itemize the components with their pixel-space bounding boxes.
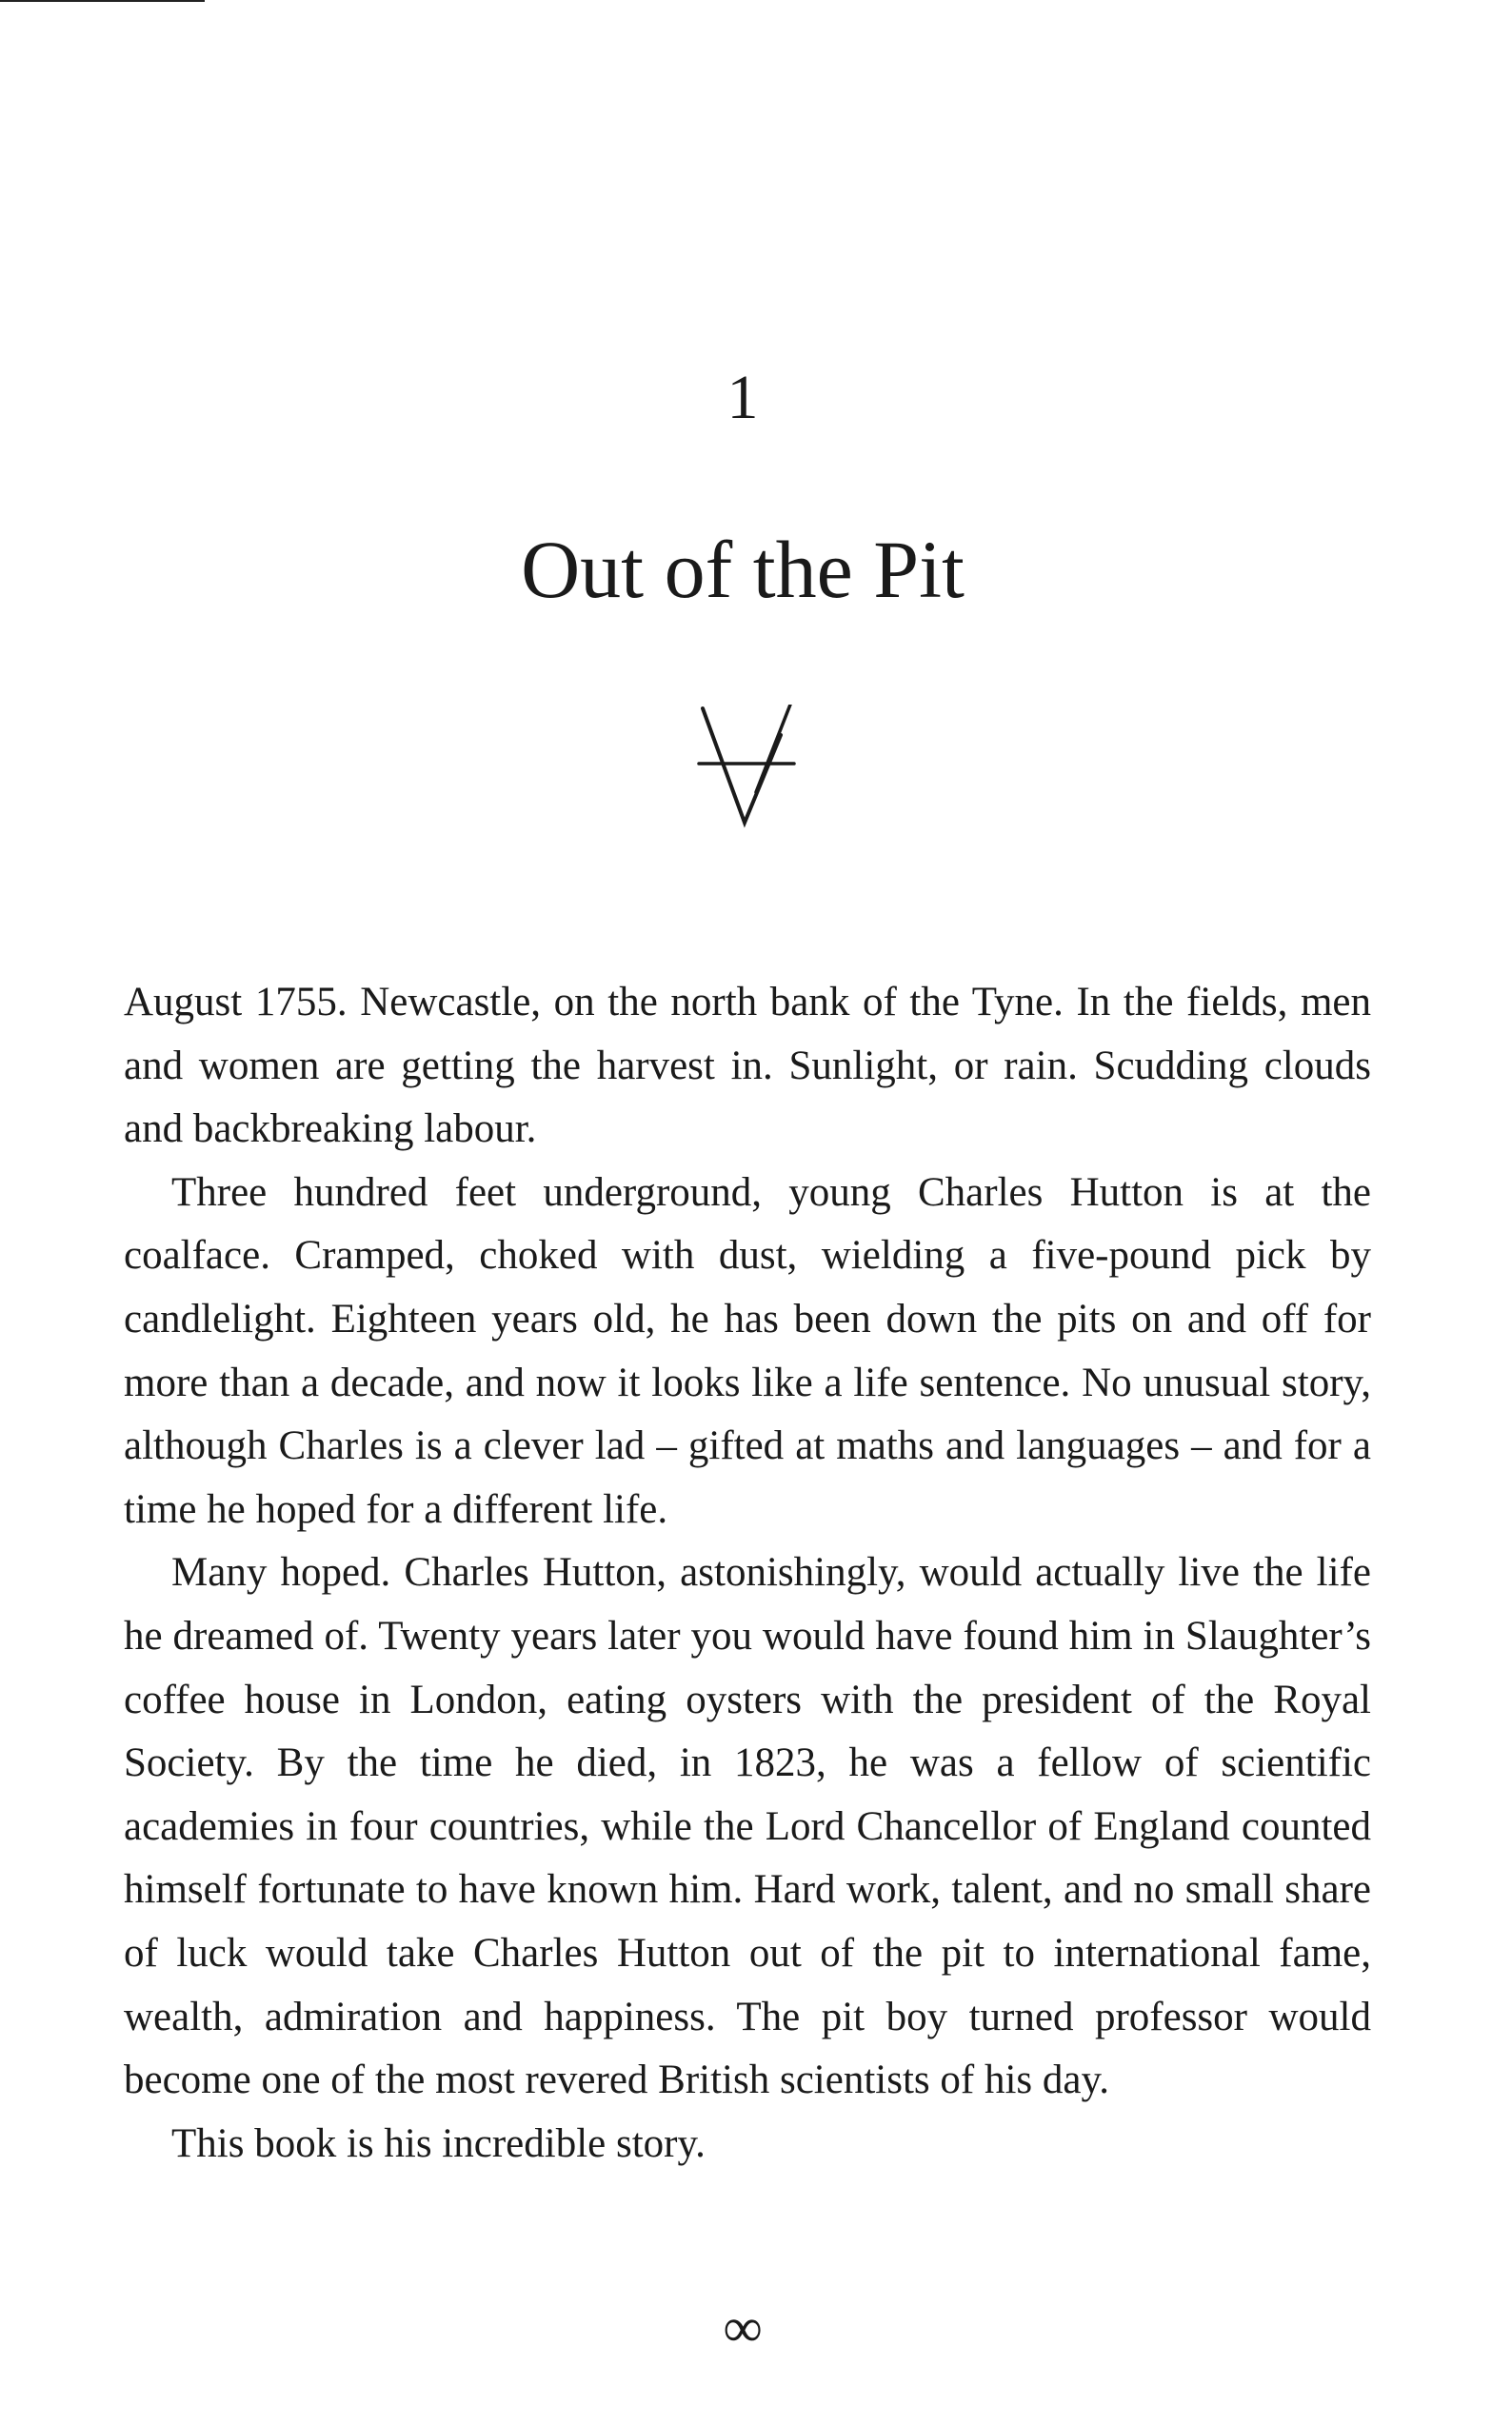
paragraph-1: August 1755. Newcastle, on the north bank of the Tyne. In the fields, men and women are getting the harvest in. Sunlight, or rain. Scudding clouds and backbreaking labour. xyxy=(124,980,1371,1152)
chapter-number: 1 xyxy=(726,363,759,432)
inverted-triangle-cross-ornament-icon xyxy=(695,705,798,828)
page-folio: ∞ xyxy=(723,2297,763,2358)
corner-rule xyxy=(0,0,205,2)
paragraph-2: Three hundred feet underground, young Charles Hutton is at the coalface. Cramped, choked with dust, wielding a five-pound pick by candlelight. Eighteen years old, he has been down the pits on and off for more than a decade, and now it looks like a life sentence. No unusual story, although Charles is a clever lad – gifted at maths and languages – and for a time he hoped for a different life. xyxy=(124,1169,1371,1532)
paragraph-4: This book is his incredible story. xyxy=(171,2120,706,2166)
chapter-body xyxy=(124,971,1371,2176)
paragraph-3: Many hoped. Charles Hutton, astonishingly, would actually live the life he dreamed of. Twenty years later you would have found him in Slaughter’s coffee house in London, eating oysters with the president of the Royal Society. By the time he died, in 1823, he was a fellow of scientific academies in four countries, while the Lord Chancellor of England counted himself fortunate to have known him. Hard work, talent, and no small share of luck would take Charles Hutton out of the pit to international fame, wealth, admiration and happiness. The pit boy turned professor would become one of the most revered British scientists of his day. xyxy=(124,1550,1371,2103)
chapter-title: Out of the Pit xyxy=(521,524,965,615)
